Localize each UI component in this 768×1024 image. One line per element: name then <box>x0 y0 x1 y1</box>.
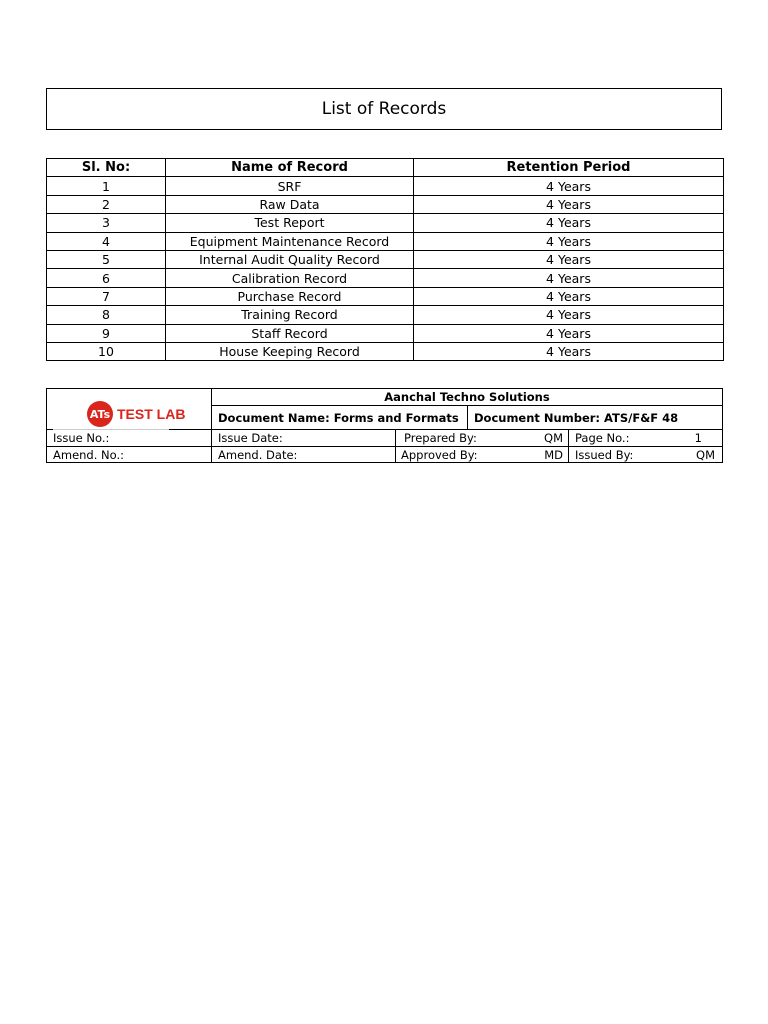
cell-retention-period: 4 Years <box>414 269 724 287</box>
document-number: Document Number: ATS/F&F 48 <box>474 410 679 425</box>
prepared-by-value: QM <box>544 431 563 445</box>
cell-retention-period: 4 Years <box>414 324 724 342</box>
cell-sl-no: 4 <box>47 232 166 250</box>
cell-sl-no: 3 <box>47 214 166 232</box>
column-header-name-of-record: Name of Record <box>166 159 414 177</box>
table-row <box>47 287 724 305</box>
table-row <box>47 250 724 268</box>
company-logo <box>87 401 185 427</box>
cell-retention-period: 4 Years <box>414 232 724 250</box>
cell-retention-period: 4 Years <box>414 342 724 360</box>
document-footer <box>46 388 723 463</box>
cell-record-name: Equipment Maintenance Record <box>166 232 414 250</box>
cell-record-name: Staff Record <box>166 324 414 342</box>
approved-by-value: MD <box>544 447 563 462</box>
cell-retention-period: 4 Years <box>414 195 724 213</box>
cell-record-name: House Keeping Record <box>166 342 414 360</box>
cell-sl-no: 2 <box>47 195 166 213</box>
table-header-row <box>47 159 724 177</box>
cell-record-name: Training Record <box>166 306 414 324</box>
logo-text: TEST LAB <box>117 406 186 422</box>
company-name: Aanchal Techno Solutions <box>384 390 550 404</box>
cell-sl-no: 6 <box>47 269 166 287</box>
prepared-by-label: Prepared By: <box>404 431 477 445</box>
table-row <box>47 342 724 360</box>
table-row <box>47 177 724 195</box>
column-header-retention-period: Retention Period <box>414 159 724 177</box>
logo-mark: ATs <box>87 401 113 427</box>
cell-sl-no: 8 <box>47 306 166 324</box>
cell-record-name: Calibration Record <box>166 269 414 287</box>
issue-no-label: Issue No.: <box>53 431 110 445</box>
table-row <box>47 214 724 232</box>
cell-retention-period: 4 Years <box>414 214 724 232</box>
cell-retention-period: 4 Years <box>414 306 724 324</box>
cell-sl-no: 1 <box>47 177 166 195</box>
cell-retention-period: 4 Years <box>414 177 724 195</box>
cell-retention-period: 4 Years <box>414 287 724 305</box>
cell-sl-no: 5 <box>47 250 166 268</box>
document-name: Document Name: Forms and Formats <box>218 410 459 425</box>
cell-record-name: SRF <box>166 177 414 195</box>
table-row <box>47 306 724 324</box>
table-row <box>47 232 724 250</box>
document-title: List of Records <box>46 88 722 130</box>
approved-by-label: Approved By: <box>401 447 478 462</box>
cell-sl-no: 10 <box>47 342 166 360</box>
cell-sl-no: 7 <box>47 287 166 305</box>
records-table <box>46 158 724 361</box>
table-row <box>47 269 724 287</box>
cell-record-name: Raw Data <box>166 195 414 213</box>
cell-record-name: Internal Audit Quality Record <box>166 250 414 268</box>
cell-sl-no: 9 <box>47 324 166 342</box>
amend-no-label: Amend. No.: <box>53 447 125 462</box>
cell-record-name: Purchase Record <box>166 287 414 305</box>
table-row <box>47 195 724 213</box>
issued-by-label: Issued By: <box>575 447 634 462</box>
page-no-label: Page No.: <box>575 431 630 445</box>
amend-date-label: Amend. Date: <box>218 447 298 462</box>
issued-by-value: QM <box>696 447 715 462</box>
page-no-value: 1 <box>694 431 702 445</box>
column-header-sl-no: Sl. No: <box>47 159 166 177</box>
issue-date-label: Issue Date: <box>218 431 283 445</box>
cell-record-name: Test Report <box>166 214 414 232</box>
table-row <box>47 324 724 342</box>
records-table-body <box>47 177 724 361</box>
cell-retention-period: 4 Years <box>414 250 724 268</box>
